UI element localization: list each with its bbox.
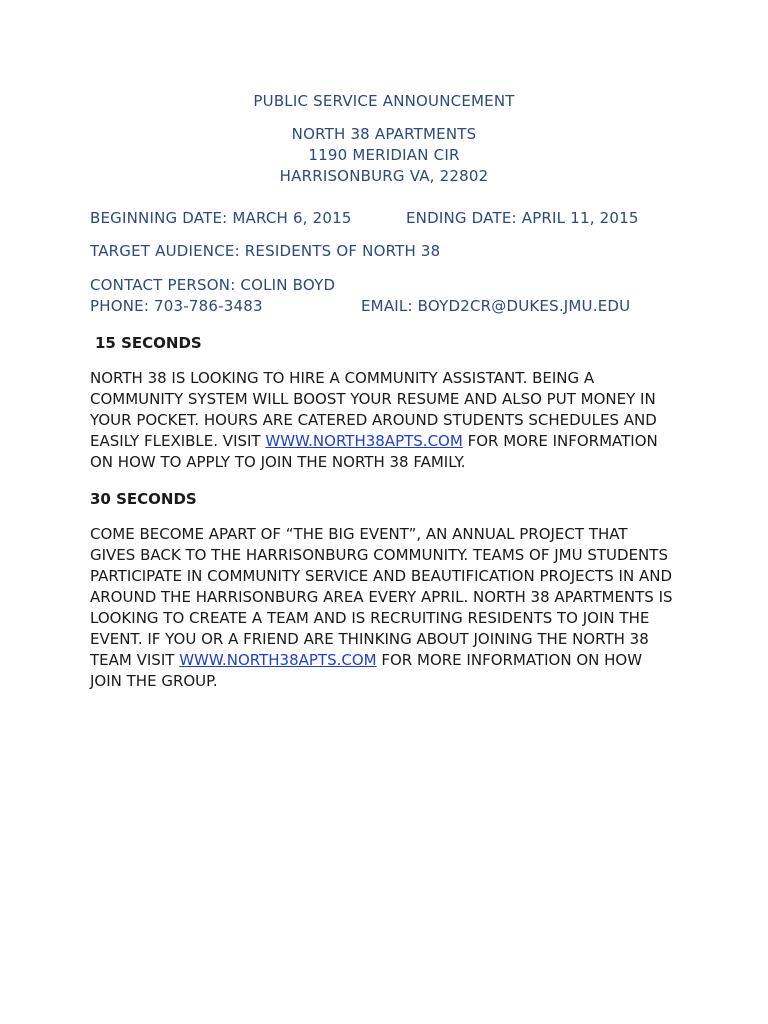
psa-title: PUBLIC SERVICE ANNOUNCEMENT <box>253 92 515 110</box>
spot-15-line: NORTH 38 IS LOOKING TO HIRE A COMMUNITY ASSISTANT. BEING A <box>90 369 595 387</box>
north38-website-link[interactable]: WWW.NORTH38APTS.COM <box>179 651 377 669</box>
spot-30-line: PARTICIPATE IN COMMUNITY SERVICE AND BEAUTIFICATION PROJECTS IN AND <box>90 567 672 585</box>
spot-30-line: AROUND THE HARRISONBURG AREA EVERY APRIL. NORTH 38 APARTMENTS IS <box>90 588 673 606</box>
spot-15-line <box>90 431 690 452</box>
spot-15-body <box>90 368 690 473</box>
spot-15-heading: 15 SECONDS <box>95 334 202 352</box>
spot-15-line: COMMUNITY SYSTEM WILL BOOST YOUR RESUME AND ALSO PUT MONEY IN <box>90 390 656 408</box>
phone: PHONE: 703-786-3483 <box>90 297 263 315</box>
spot-30-line7-suffix: FOR MORE INFORMATION ON HOW <box>376 651 643 669</box>
contact-person: CONTACT PERSON: COLIN BOYD <box>90 276 336 294</box>
email: EMAIL: BOYD2CR@DUKES.JMU.EDU <box>361 297 631 315</box>
spot-30-line: LOOKING TO CREATE A TEAM AND IS RECRUITING RESIDENTS TO JOIN THE <box>90 609 650 627</box>
spot-30-line: EVENT. IF YOU OR A FRIEND ARE THINKING ABOUT JOINING THE NORTH 38 <box>90 630 649 648</box>
spot-30-line: COME BECOME APART OF “THE BIG EVENT”, AN ANNUAL PROJECT THAT <box>90 525 628 543</box>
north38-website-link[interactable]: WWW.NORTH38APTS.COM <box>265 432 463 450</box>
spot-15-line: YOUR POCKET. HOURS ARE CATERED AROUND STUDENTS SCHEDULES AND <box>90 411 657 429</box>
address-line-2: HARRISONBURG VA, 22802 <box>279 167 489 185</box>
spot-30-body <box>90 524 690 692</box>
org-name: NORTH 38 APARTMENTS <box>291 125 477 143</box>
ending-date: ENDING DATE: APRIL 11, 2015 <box>406 209 639 227</box>
spot-30-line: GIVES BACK TO THE HARRISONBURG COMMUNITY. TEAMS OF JMU STUDENTS <box>90 546 668 564</box>
spot-30-line <box>90 650 690 671</box>
target-audience: TARGET AUDIENCE: RESIDENTS OF NORTH 38 <box>90 242 441 260</box>
beginning-date: BEGINNING DATE: MARCH 6, 2015 <box>90 209 352 227</box>
address-line-1: 1190 MERIDIAN CIR <box>308 146 460 164</box>
spot-30-heading: 30 SECONDS <box>90 490 197 508</box>
spot-15-line4-prefix: EASILY FLEXIBLE. VISIT <box>90 432 266 450</box>
spot-15-line4-suffix: FOR MORE INFORMATION <box>462 432 658 450</box>
spot-30-line: JOIN THE GROUP. <box>90 672 218 690</box>
spot-30-line7-prefix: TEAM VISIT <box>90 651 180 669</box>
spot-15-line: ON HOW TO APPLY TO JOIN THE NORTH 38 FAMILY. <box>90 453 466 471</box>
